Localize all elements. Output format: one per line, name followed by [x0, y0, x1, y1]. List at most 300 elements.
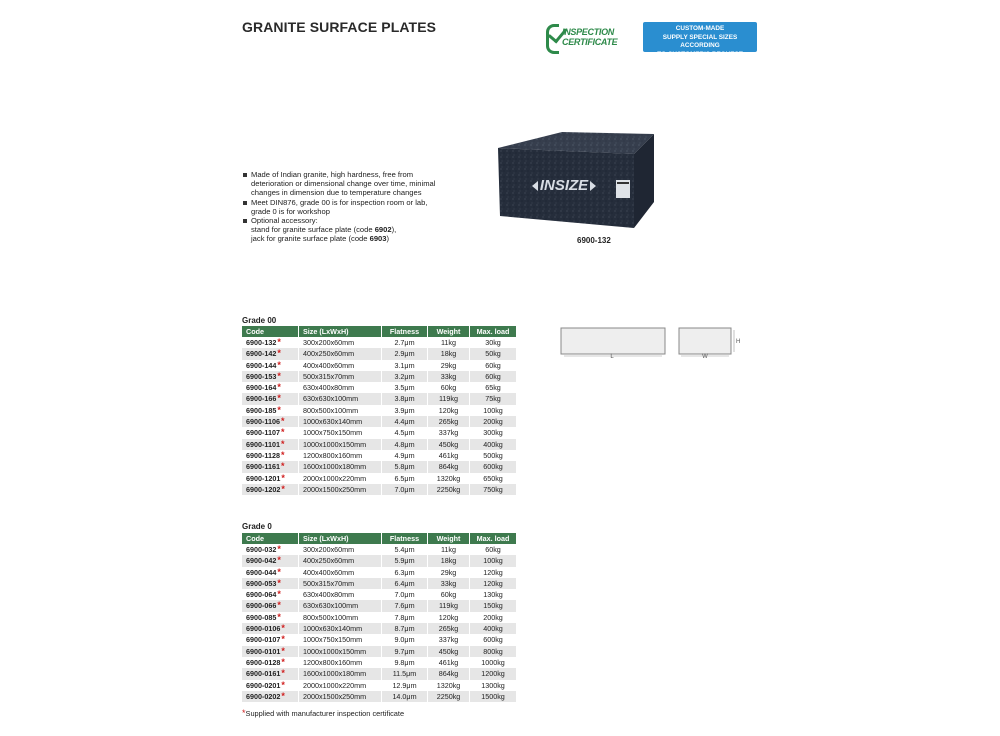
grade00-table: [242, 326, 517, 495]
cell-size-text: 2000x1500x250mm: [303, 691, 367, 701]
cell-max-load-text: 1300kg: [481, 680, 505, 690]
table-row: [242, 450, 517, 461]
cell-flatness: [382, 450, 428, 461]
custom-made-banner: [643, 22, 757, 58]
cell-size-text: 630x630x100mm: [303, 601, 359, 611]
cell-flatness-text: 7.6μm: [394, 601, 415, 611]
cell-size: [299, 484, 382, 495]
star-icon: *: [277, 382, 281, 393]
cell-size-text: 400x400x60mm: [303, 360, 355, 370]
cell-size-text: 1600x1000x180mm: [303, 669, 367, 679]
cell-weight: [428, 382, 470, 393]
cell-flatness: [382, 555, 428, 566]
cell-flatness-text: 3.8μm: [394, 394, 415, 404]
cell-weight-text: 265kg: [438, 417, 459, 427]
col-weight: Weight: [428, 533, 470, 544]
cell-weight-text: 119kg: [438, 601, 459, 611]
cell-size-text: 800x500x100mm: [303, 612, 359, 622]
cell-size: [299, 348, 382, 359]
cell-size: [299, 405, 382, 416]
cell-size-text: 1000x750x150mm: [303, 635, 363, 645]
cell-max-load-text: 100kg: [483, 556, 503, 566]
cell-flatness-text: 11.5μm: [392, 669, 417, 679]
cell-flatness-text: 2.7μm: [394, 338, 415, 347]
cell-weight: [428, 657, 470, 668]
cell-weight: [428, 427, 470, 438]
cell-flatness: [382, 461, 428, 472]
table-row: [242, 348, 517, 359]
cell-size: [299, 680, 382, 691]
cell-size: [299, 450, 382, 461]
cell-max-load-text: 1000kg: [481, 657, 505, 667]
cell-size-text: 800x500x100mm: [303, 405, 359, 415]
height-label: H: [736, 339, 740, 345]
star-icon: *: [281, 634, 285, 645]
cell-code: [242, 600, 299, 611]
cell-flatness: [382, 393, 428, 404]
cell-flatness: [382, 691, 428, 702]
cell-flatness: [382, 589, 428, 600]
cell-weight: [428, 567, 470, 578]
grade0-label: Grade 0: [242, 522, 272, 531]
cell-code-text: 6900-132: [246, 338, 277, 347]
cell-weight: [428, 371, 470, 382]
cell-weight: [428, 461, 470, 472]
star-icon: *: [281, 690, 285, 701]
cell-flatness-text: 5.8μm: [394, 462, 415, 472]
star-icon: *: [281, 472, 285, 483]
star-icon: *: [277, 370, 281, 381]
star-icon: *: [281, 483, 285, 494]
cell-size-text: 1000x1000x150mm: [303, 439, 367, 449]
cell-max-load: [470, 382, 517, 393]
table-row: [242, 439, 517, 450]
cell-code: [242, 360, 299, 371]
star-icon: *: [281, 679, 285, 690]
cell-flatness-text: 4.4μm: [394, 417, 415, 427]
star-icon: *: [277, 566, 281, 577]
accessory-lead: Optional accessory:: [251, 216, 318, 226]
table-row: [242, 427, 517, 438]
cell-weight-text: 11kg: [440, 545, 457, 554]
cell-size-text: 2000x1000x220mm: [303, 680, 367, 690]
col-max-load: Max. load: [470, 326, 517, 337]
table-row: [242, 657, 517, 668]
cell-code: [242, 634, 299, 645]
cell-flatness: [382, 427, 428, 438]
grade00-body: [242, 337, 517, 495]
table-row: [242, 646, 517, 657]
cell-code: [242, 393, 299, 404]
cell-max-load: [470, 668, 517, 679]
cell-code-text: 6900-044: [246, 567, 277, 577]
table-row: [242, 371, 517, 382]
cell-size: [299, 544, 382, 555]
product-caption: 6900-132: [577, 236, 611, 245]
table-row: [242, 393, 517, 404]
table-row: [242, 382, 517, 393]
cell-weight-text: 2250kg: [436, 484, 461, 494]
cell-max-load: [470, 337, 517, 348]
cell-weight-text: 337kg: [438, 428, 459, 438]
cell-size: [299, 473, 382, 484]
feature-list: [242, 170, 442, 244]
cell-max-load-text: 30kg: [485, 338, 501, 347]
cell-flatness-text: 7.0μm: [394, 484, 415, 494]
cell-size: [299, 416, 382, 427]
accessory-text: stand for granite surface plate (code: [251, 225, 375, 235]
cell-max-load-text: 200kg: [483, 417, 503, 427]
cell-weight: [428, 555, 470, 566]
cell-code: [242, 461, 299, 472]
cell-weight-text: 450kg: [438, 646, 459, 656]
table-row: [242, 461, 517, 472]
cell-code-text: 6900-042: [246, 556, 277, 566]
cell-code: [242, 405, 299, 416]
cell-max-load: [470, 589, 517, 600]
table-row: [242, 555, 517, 566]
cell-flatness: [382, 623, 428, 634]
cell-flatness-text: 8.7μm: [394, 624, 415, 634]
cell-code: [242, 555, 299, 566]
cell-flatness: [382, 473, 428, 484]
cell-weight: [428, 634, 470, 645]
length-diagram: [560, 327, 666, 359]
cell-flatness: [382, 634, 428, 645]
cell-max-load-text: 1500kg: [481, 691, 505, 701]
cell-weight-text: 60kg: [440, 590, 457, 600]
star-icon: *: [277, 577, 281, 588]
inspection-certificate-badge: [546, 22, 626, 50]
cell-code-text: 6900-1128: [246, 450, 280, 460]
cell-size: [299, 691, 382, 702]
cell-max-load: [470, 427, 517, 438]
col-size: Size (LxWxH): [299, 533, 382, 544]
cell-max-load-text: 400kg: [483, 439, 503, 449]
cell-max-load-text: 130kg: [483, 590, 503, 600]
cell-code: [242, 646, 299, 657]
accessory-text: ),: [391, 225, 397, 235]
cell-weight-text: 1320kg: [436, 473, 461, 483]
cell-max-load-text: 60kg: [485, 360, 501, 370]
cell-weight: [428, 439, 470, 450]
cell-weight: [428, 600, 470, 611]
star-icon: *: [242, 708, 246, 718]
star-icon: *: [277, 589, 281, 600]
cell-code: [242, 623, 299, 634]
cell-code-text: 6900-166: [246, 394, 277, 404]
cell-size: [299, 600, 382, 611]
cell-code-text: 6900-0107: [246, 635, 281, 645]
cell-max-load: [470, 393, 517, 404]
cell-max-load-text: 500kg: [483, 450, 503, 460]
table-row: [242, 567, 517, 578]
cell-size: [299, 578, 382, 589]
cell-code: [242, 450, 299, 461]
col-max-load: Max. load: [470, 533, 517, 544]
cell-max-load-text: 750kg: [483, 484, 503, 494]
star-icon: *: [280, 416, 285, 427]
feature-item: Made of Indian granite, high hardness, free from deterioration or dimensional change over time, minimal changes in dimension due to temperature changes: [242, 170, 442, 198]
cell-size-text: 1000x750x150mm: [303, 428, 363, 438]
star-icon: *: [277, 393, 281, 404]
star-icon: *: [277, 544, 281, 554]
cell-flatness: [382, 405, 428, 416]
table-row: [242, 578, 517, 589]
cell-max-load: [470, 555, 517, 566]
cell-flatness: [382, 416, 428, 427]
cell-flatness: [382, 646, 428, 657]
col-size: Size (LxWxH): [299, 326, 382, 337]
cell-max-load: [470, 612, 517, 623]
cell-flatness-text: 9.8μm: [394, 657, 415, 667]
cell-max-load: [470, 646, 517, 657]
cell-flatness-text: 6.4μm: [394, 578, 415, 588]
cell-code-text: 6900-085: [246, 612, 277, 622]
cell-size-text: 500x315x70mm: [303, 371, 355, 381]
cell-max-load-text: 120kg: [483, 578, 503, 588]
table-row: [242, 634, 517, 645]
star-icon: *: [280, 427, 285, 438]
cell-size-text: 2000x1500x250mm: [303, 484, 367, 494]
cell-code-text: 6900-053: [246, 578, 277, 588]
cell-max-load-text: 75kg: [485, 394, 501, 404]
cell-max-load-text: 200kg: [483, 612, 503, 622]
cell-weight-text: 18kg: [440, 556, 457, 566]
cell-size: [299, 393, 382, 404]
cell-weight: [428, 393, 470, 404]
star-icon: *: [281, 656, 285, 667]
brand-logo: INSIZE: [539, 177, 589, 194]
cell-code: [242, 589, 299, 600]
accessory-text: ): [386, 234, 390, 244]
cell-size-text: 1000x1000x150mm: [303, 646, 367, 656]
cell-size-text: 1200x800x160mm: [303, 657, 363, 667]
cell-code-text: 6900-0202: [246, 691, 281, 701]
cell-flatness: [382, 668, 428, 679]
cell-max-load-text: 600kg: [483, 462, 503, 472]
cell-flatness-text: 4.9μm: [394, 450, 415, 460]
cell-weight: [428, 578, 470, 589]
cell-weight-text: 461kg: [438, 657, 459, 667]
cell-weight-text: 29kg: [440, 360, 457, 370]
cell-weight-text: 33kg: [440, 371, 457, 381]
cell-code: [242, 567, 299, 578]
cell-size-text: 630x630x100mm: [303, 394, 359, 404]
cell-weight-text: 119kg: [438, 394, 459, 404]
table-row: [242, 589, 517, 600]
cell-code-text: 6900-066: [246, 601, 277, 611]
cell-size-text: 500x315x70mm: [303, 578, 355, 588]
cell-max-load: [470, 680, 517, 691]
cell-max-load-text: 120kg: [483, 567, 503, 577]
col-weight: Weight: [428, 326, 470, 337]
cell-code: [242, 348, 299, 359]
cell-size: [299, 360, 382, 371]
cell-size: [299, 439, 382, 450]
cell-code-text: 6900-1101: [246, 439, 280, 449]
star-icon: *: [281, 623, 285, 634]
table-row: [242, 612, 517, 623]
cell-max-load: [470, 416, 517, 427]
cell-flatness: [382, 337, 428, 348]
table-row: [242, 473, 517, 484]
col-flatness: Flatness: [382, 326, 428, 337]
cell-code-text: 6900-164: [246, 383, 277, 393]
cell-flatness: [382, 360, 428, 371]
cell-weight: [428, 416, 470, 427]
star-icon: *: [280, 438, 285, 449]
footnote-text: Supplied with manufacturer inspection certificate: [245, 709, 405, 718]
cell-flatness-text: 4.5μm: [394, 428, 415, 438]
cell-code: [242, 544, 299, 555]
cell-code: [242, 668, 299, 679]
cell-size-text: 400x250x60mm: [303, 349, 355, 359]
cell-flatness: [382, 439, 428, 450]
cell-code-text: 6900-064: [246, 590, 277, 600]
cell-size-text: 400x400x60mm: [303, 567, 355, 577]
table-header-row: [242, 326, 517, 337]
cell-size: [299, 589, 382, 600]
cell-code: [242, 578, 299, 589]
cell-size: [299, 612, 382, 623]
cell-max-load-text: 60kg: [485, 545, 501, 554]
col-code: Code: [242, 326, 299, 337]
cell-flatness-text: 14.0μm: [392, 691, 417, 701]
cell-code-text: 6900-1161: [246, 462, 280, 472]
cell-code: [242, 439, 299, 450]
cell-flatness: [382, 657, 428, 668]
cell-size: [299, 657, 382, 668]
feature-item: [242, 216, 442, 244]
grade00-label: Grade 00: [242, 316, 277, 325]
cell-code: [242, 427, 299, 438]
cell-max-load: [470, 657, 517, 668]
cell-flatness: [382, 484, 428, 495]
cell-max-load: [470, 450, 517, 461]
cell-code: [242, 484, 299, 495]
cell-code-text: 6900-032: [246, 545, 277, 554]
width-label: W: [702, 354, 708, 359]
cell-weight-text: 18kg: [440, 349, 457, 359]
star-icon: *: [280, 449, 285, 460]
cell-max-load-text: 50kg: [485, 349, 501, 359]
cell-flatness-text: 9.7μm: [394, 646, 415, 656]
cell-weight-text: 1320kg: [436, 680, 461, 690]
cell-flatness-text: 5.4μm: [394, 545, 415, 554]
table-header-row: [242, 533, 517, 544]
cell-weight-text: 450kg: [438, 439, 459, 449]
cell-weight: [428, 646, 470, 657]
cell-code-text: 6900-0101: [246, 646, 281, 656]
page-title: GRANITE SURFACE PLATES: [242, 19, 437, 35]
cell-size-text: 400x250x60mm: [303, 556, 355, 566]
cell-code: [242, 612, 299, 623]
cell-weight: [428, 544, 470, 555]
cell-size: [299, 461, 382, 472]
cell-code-text: 6900-142: [246, 349, 277, 359]
cell-max-load: [470, 461, 517, 472]
cell-max-load-text: 400kg: [483, 624, 503, 634]
cell-size-text: 2000x1000x220mm: [303, 473, 367, 483]
cell-flatness: [382, 578, 428, 589]
cell-flatness-text: 3.9μm: [394, 405, 415, 415]
cell-flatness-text: 3.5μm: [394, 383, 415, 393]
cell-flatness-text: 3.2μm: [394, 371, 415, 381]
cell-max-load-text: 100kg: [483, 405, 503, 415]
star-icon: *: [277, 348, 281, 359]
cell-size: [299, 567, 382, 578]
cell-weight: [428, 623, 470, 634]
cell-flatness: [382, 348, 428, 359]
star-icon: *: [277, 359, 281, 370]
cell-flatness-text: 12.9μm: [392, 680, 417, 690]
cell-code: [242, 657, 299, 668]
cell-max-load-text: 150kg: [483, 601, 503, 611]
cell-flatness: [382, 612, 428, 623]
cell-flatness: [382, 382, 428, 393]
cell-code: [242, 691, 299, 702]
cell-weight-text: 11kg: [440, 338, 457, 347]
cell-max-load: [470, 634, 517, 645]
cell-max-load: [470, 623, 517, 634]
cell-flatness-text: 3.1μm: [394, 360, 415, 370]
cell-weight: [428, 668, 470, 679]
badge-line-1: INSPECTION: [562, 27, 615, 37]
cell-max-load: [470, 600, 517, 611]
col-flatness: Flatness: [382, 533, 428, 544]
cell-size-text: 300x200x60mm: [303, 338, 355, 347]
table-row: [242, 691, 517, 702]
table-row: [242, 416, 517, 427]
cell-weight-text: 265kg: [438, 624, 459, 634]
cell-size: [299, 668, 382, 679]
cell-code-text: 6900-1202: [246, 484, 281, 494]
footnote: [242, 708, 404, 718]
granite-plate-image: [494, 132, 654, 228]
cell-code-text: 6900-185: [246, 405, 277, 415]
feature-item: Meet DIN876, grade 00 is for inspection room or lab, grade 0 is for workshop: [242, 198, 442, 216]
cell-weight: [428, 473, 470, 484]
cell-code: [242, 473, 299, 484]
accessory-code: 6902: [374, 225, 392, 235]
cell-size: [299, 623, 382, 634]
cell-weight: [428, 691, 470, 702]
cell-code: [242, 680, 299, 691]
cell-max-load: [470, 371, 517, 382]
star-icon: *: [277, 337, 281, 347]
cell-code-text: 6900-1107: [246, 428, 280, 438]
star-icon: *: [277, 404, 281, 415]
cell-flatness-text: 9.0μm: [394, 635, 415, 645]
cell-flatness: [382, 680, 428, 691]
cell-max-load: [470, 484, 517, 495]
cell-size: [299, 646, 382, 657]
cell-flatness-text: 5.9μm: [394, 556, 415, 566]
cell-weight-text: 120kg: [438, 612, 459, 622]
cell-size: [299, 371, 382, 382]
star-icon: *: [281, 645, 285, 656]
cell-weight-text: 33kg: [440, 578, 457, 588]
table-row: [242, 668, 517, 679]
table-row: [242, 680, 517, 691]
star-icon: *: [277, 555, 281, 566]
cell-code: [242, 337, 299, 348]
cell-size: [299, 382, 382, 393]
cell-max-load-text: 300kg: [483, 428, 503, 438]
cell-max-load: [470, 578, 517, 589]
cell-code: [242, 382, 299, 393]
